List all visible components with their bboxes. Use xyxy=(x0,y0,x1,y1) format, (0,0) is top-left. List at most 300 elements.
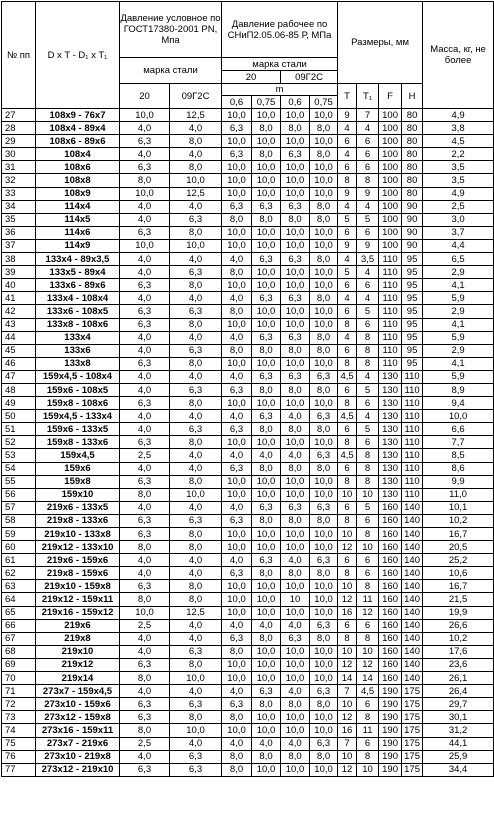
pn-20: 4,0 xyxy=(120,632,170,645)
pn-20: 4,0 xyxy=(120,253,170,266)
size-F: 110 xyxy=(379,357,402,370)
table-row xyxy=(2,148,494,161)
p-20-m06: 6,3 xyxy=(222,462,252,475)
p-20-m06: 4,0 xyxy=(222,449,252,462)
p-20-m075: 6,3 xyxy=(252,292,281,305)
row-number: 44 xyxy=(2,331,36,344)
dimensions: 273x7 - 219x6 xyxy=(36,737,120,750)
size-T1: 6 xyxy=(357,698,379,711)
p-20-m06: 10,0 xyxy=(222,318,252,331)
pn-20: 6,3 xyxy=(120,436,170,449)
row-number: 75 xyxy=(2,737,36,750)
steel-grade-label-p: марка стали xyxy=(222,58,338,71)
dimensions: 219x8 - 133x6 xyxy=(36,514,120,527)
size-F: 130 xyxy=(379,436,402,449)
p-09g2s-m075: 10,0 xyxy=(310,606,338,619)
col-header-dimensions: D x T - D₁ x T₁ xyxy=(36,2,120,109)
p-09g2s-m06: 10,0 xyxy=(281,488,310,501)
size-H: 175 xyxy=(402,737,423,750)
mass: 4,1 xyxy=(423,279,494,292)
dimensions: 219x16 - 159x12 xyxy=(36,606,120,619)
table-row xyxy=(2,462,494,475)
size-T: 8 xyxy=(338,632,357,645)
size-H: 80 xyxy=(402,174,423,187)
col-header-T1: T₁ xyxy=(357,84,379,109)
mass: 4,5 xyxy=(423,135,494,148)
p-20-m075: 8,0 xyxy=(252,383,281,396)
table-row xyxy=(2,253,494,266)
mass: 11,0 xyxy=(423,488,494,501)
size-T: 6 xyxy=(338,554,357,567)
size-F: 130 xyxy=(379,462,402,475)
p-09g2s-m06: 8,0 xyxy=(281,750,310,763)
p-20-m06: 10,0 xyxy=(222,488,252,501)
size-F: 160 xyxy=(379,658,402,671)
table-row xyxy=(2,187,494,200)
pn-20: 4,0 xyxy=(120,344,170,357)
p-20-m06: 6,3 xyxy=(222,122,252,135)
p-09g2s-m075: 6,3 xyxy=(310,737,338,750)
dimensions: 273x12 - 159x8 xyxy=(36,711,120,724)
p-20-m075: 10,0 xyxy=(252,397,281,410)
size-F: 100 xyxy=(379,148,402,161)
mass: 4,9 xyxy=(423,187,494,200)
p-09g2s-m075: 8,0 xyxy=(310,331,338,344)
table-row xyxy=(2,318,494,331)
mass: 20,5 xyxy=(423,541,494,554)
table-row xyxy=(2,135,494,148)
size-H: 110 xyxy=(402,462,423,475)
p-20-m06: 10,0 xyxy=(222,226,252,239)
p-09g2s-m06: 10,0 xyxy=(281,436,310,449)
pn-20: 4,0 xyxy=(120,554,170,567)
dimensions: 219x10 - 133x8 xyxy=(36,528,120,541)
pn-09g2s: 8,0 xyxy=(170,658,222,671)
pn-20: 10,0 xyxy=(120,239,170,252)
p-20-m06: 4,0 xyxy=(222,554,252,567)
pn-09g2s: 10,0 xyxy=(170,174,222,187)
size-T: 8 xyxy=(338,436,357,449)
mass: 25,2 xyxy=(423,554,494,567)
p-09g2s-m075: 8,0 xyxy=(310,213,338,226)
p-09g2s-m06: 6,3 xyxy=(281,148,310,161)
p-20-m075: 10,0 xyxy=(252,541,281,554)
steel-grade-label-pn: марка стали xyxy=(120,58,222,84)
p-steel-20: 20 xyxy=(222,71,281,84)
size-T: 9 xyxy=(338,239,357,252)
size-T1: 5 xyxy=(357,213,379,226)
p-09g2s-m06: 10,0 xyxy=(281,711,310,724)
size-T: 9 xyxy=(338,109,357,122)
p-20-m06: 10,0 xyxy=(222,135,252,148)
size-T1: 6 xyxy=(357,135,379,148)
size-T1: 4 xyxy=(357,266,379,279)
size-T: 4 xyxy=(338,148,357,161)
size-T: 5 xyxy=(338,266,357,279)
size-T1: 4 xyxy=(357,370,379,383)
pn-20: 4,0 xyxy=(120,200,170,213)
size-H: 140 xyxy=(402,567,423,580)
table-row xyxy=(2,554,494,567)
pn-20: 6,3 xyxy=(120,514,170,527)
m-value-3: 0,6 xyxy=(281,96,310,109)
p-09g2s-m06: 10,0 xyxy=(281,475,310,488)
p-20-m06: 8,0 xyxy=(222,750,252,763)
mass: 8,5 xyxy=(423,449,494,462)
row-number: 56 xyxy=(2,488,36,501)
pn-20: 8,0 xyxy=(120,724,170,737)
pn-20: 6,3 xyxy=(120,305,170,318)
p-20-m06: 6,3 xyxy=(222,698,252,711)
size-T: 10 xyxy=(338,528,357,541)
size-H: 140 xyxy=(402,619,423,632)
size-F: 100 xyxy=(379,187,402,200)
pn-09g2s: 6,3 xyxy=(170,423,222,436)
row-number: 54 xyxy=(2,462,36,475)
pn-20: 4,0 xyxy=(120,750,170,763)
pn-09g2s: 8,0 xyxy=(170,318,222,331)
row-number: 72 xyxy=(2,698,36,711)
row-number: 68 xyxy=(2,645,36,658)
size-H: 140 xyxy=(402,645,423,658)
mass: 8,9 xyxy=(423,383,494,396)
size-H: 95 xyxy=(402,253,423,266)
mass: 29,7 xyxy=(423,698,494,711)
p-09g2s-m06: 10,0 xyxy=(281,672,310,685)
table-row xyxy=(2,423,494,436)
pn-09g2s: 4,0 xyxy=(170,685,222,698)
m-value-4: 0,75 xyxy=(310,96,338,109)
row-number: 36 xyxy=(2,226,36,239)
size-T1: 8 xyxy=(357,174,379,187)
pn-20: 6,3 xyxy=(120,475,170,488)
p-20-m06: 6,3 xyxy=(222,200,252,213)
mass: 7,7 xyxy=(423,436,494,449)
size-T1: 8 xyxy=(357,711,379,724)
dimensions: 219x6 - 159x6 xyxy=(36,554,120,567)
pn-20: 6,3 xyxy=(120,528,170,541)
table-body xyxy=(2,109,494,777)
pn-20: 4,0 xyxy=(120,410,170,423)
pn-20: 6,3 xyxy=(120,357,170,370)
row-number: 49 xyxy=(2,397,36,410)
table-row xyxy=(2,528,494,541)
mass: 10,1 xyxy=(423,501,494,514)
dimensions: 133x6 xyxy=(36,344,120,357)
size-T: 8 xyxy=(338,318,357,331)
size-T: 12 xyxy=(338,763,357,776)
p-09g2s-m06: 4,0 xyxy=(281,410,310,423)
pn-20: 6,3 xyxy=(120,397,170,410)
dimensions: 108x6 xyxy=(36,161,120,174)
size-F: 160 xyxy=(379,632,402,645)
size-T: 8 xyxy=(338,514,357,527)
p-20-m075: 8,0 xyxy=(252,122,281,135)
p-09g2s-m06: 10,0 xyxy=(281,528,310,541)
p-20-m075: 6,3 xyxy=(252,554,281,567)
size-T: 16 xyxy=(338,606,357,619)
pn-20: 4,0 xyxy=(120,148,170,161)
table-row xyxy=(2,711,494,724)
table-row xyxy=(2,436,494,449)
p-09g2s-m06: 10 xyxy=(281,593,310,606)
pn-09g2s: 6,3 xyxy=(170,698,222,711)
p-20-m075: 10,0 xyxy=(252,187,281,200)
p-20-m075: 10,0 xyxy=(252,672,281,685)
row-number: 67 xyxy=(2,632,36,645)
size-T: 5 xyxy=(338,213,357,226)
size-T: 6 xyxy=(338,619,357,632)
p-20-m075: 4,0 xyxy=(252,737,281,750)
p-09g2s-m06: 8,0 xyxy=(281,514,310,527)
dimensions: 133x4 - 89x3,5 xyxy=(36,253,120,266)
p-20-m06: 10,0 xyxy=(222,593,252,606)
dimensions: 133x4 xyxy=(36,331,120,344)
row-number: 32 xyxy=(2,174,36,187)
p-20-m075: 4,0 xyxy=(252,449,281,462)
p-09g2s-m06: 6,3 xyxy=(281,331,310,344)
size-T: 4 xyxy=(338,292,357,305)
mass: 2,9 xyxy=(423,344,494,357)
p-09g2s-m075: 10,0 xyxy=(310,541,338,554)
dimensions: 159x6 - 108x5 xyxy=(36,383,120,396)
pn-09g2s: 4,0 xyxy=(170,501,222,514)
mass: 34,4 xyxy=(423,763,494,776)
p-20-m075: 6,3 xyxy=(252,685,281,698)
mass: 31,2 xyxy=(423,724,494,737)
dimensions: 159x4,5 xyxy=(36,449,120,462)
pn-09g2s: 8,0 xyxy=(170,135,222,148)
dimensions: 133x6 - 89x6 xyxy=(36,279,120,292)
size-F: 100 xyxy=(379,213,402,226)
pn-20: 6,3 xyxy=(120,698,170,711)
pn-steel-20: 20 xyxy=(120,84,170,109)
size-T1: 6 xyxy=(357,161,379,174)
pn-09g2s: 6,3 xyxy=(170,763,222,776)
size-H: 80 xyxy=(402,187,423,200)
pn-20: 8,0 xyxy=(120,672,170,685)
p-20-m075: 10,0 xyxy=(252,318,281,331)
size-H: 80 xyxy=(402,122,423,135)
size-F: 190 xyxy=(379,750,402,763)
pn-20: 6,3 xyxy=(120,711,170,724)
p-09g2s-m075: 10,0 xyxy=(310,645,338,658)
pn-09g2s: 6,3 xyxy=(170,344,222,357)
size-F: 160 xyxy=(379,514,402,527)
mass: 30,1 xyxy=(423,711,494,724)
row-number: 28 xyxy=(2,122,36,135)
pn-09g2s: 6,3 xyxy=(170,514,222,527)
p-20-m075: 10,0 xyxy=(252,658,281,671)
row-number: 55 xyxy=(2,475,36,488)
pn-09g2s: 8,0 xyxy=(170,711,222,724)
p-09g2s-m06: 4,0 xyxy=(281,449,310,462)
dimensions: 159x8 xyxy=(36,475,120,488)
size-H: 175 xyxy=(402,711,423,724)
size-F: 160 xyxy=(379,554,402,567)
dimensions: 273x7 - 159x4,5 xyxy=(36,685,120,698)
p-20-m06: 6,3 xyxy=(222,423,252,436)
size-T1: 9 xyxy=(357,187,379,200)
p-09g2s-m075: 10,0 xyxy=(310,724,338,737)
dimensions: 219x6 - 133x5 xyxy=(36,501,120,514)
p-09g2s-m06: 10,0 xyxy=(281,606,310,619)
size-T1: 6 xyxy=(357,436,379,449)
p-09g2s-m06: 8,0 xyxy=(281,698,310,711)
size-T: 10 xyxy=(338,645,357,658)
dimensions: 133x8 xyxy=(36,357,120,370)
table-row xyxy=(2,109,494,122)
p-20-m075: 8,0 xyxy=(252,698,281,711)
size-T: 8 xyxy=(338,475,357,488)
size-T1: 4 xyxy=(357,122,379,135)
row-number: 50 xyxy=(2,410,36,423)
row-number: 65 xyxy=(2,606,36,619)
p-09g2s-m06: 10,0 xyxy=(281,357,310,370)
table-row xyxy=(2,488,494,501)
size-F: 100 xyxy=(379,226,402,239)
p-09g2s-m06: 8,0 xyxy=(281,567,310,580)
pn-20: 10,0 xyxy=(120,187,170,200)
size-F: 130 xyxy=(379,488,402,501)
p-09g2s-m06: 4,0 xyxy=(281,619,310,632)
size-T: 8 xyxy=(338,357,357,370)
size-H: 110 xyxy=(402,488,423,501)
size-F: 100 xyxy=(379,239,402,252)
p-20-m075: 8,0 xyxy=(252,750,281,763)
table-row xyxy=(2,344,494,357)
pipe-transitions-table xyxy=(1,1,494,777)
size-T: 6 xyxy=(338,383,357,396)
pn-20: 6,3 xyxy=(120,226,170,239)
dimensions: 159x10 xyxy=(36,488,120,501)
row-number: 61 xyxy=(2,554,36,567)
size-F: 100 xyxy=(379,161,402,174)
pn-20: 6,3 xyxy=(120,279,170,292)
table-row xyxy=(2,449,494,462)
dimensions: 159x8 - 108x6 xyxy=(36,397,120,410)
size-F: 100 xyxy=(379,174,402,187)
table-row xyxy=(2,763,494,776)
dimensions: 108x4 - 89x4 xyxy=(36,122,120,135)
table-row xyxy=(2,645,494,658)
pn-09g2s: 10,0 xyxy=(170,724,222,737)
p-09g2s-m06: 10,0 xyxy=(281,580,310,593)
dimensions: 133x8 - 108x6 xyxy=(36,318,120,331)
p-20-m06: 10,0 xyxy=(222,174,252,187)
p-09g2s-m06: 8,0 xyxy=(281,213,310,226)
p-09g2s-m075: 8,0 xyxy=(310,750,338,763)
dimensions: 108x4 xyxy=(36,148,120,161)
row-number: 42 xyxy=(2,305,36,318)
pn-20: 4,0 xyxy=(120,122,170,135)
size-T: 4 xyxy=(338,331,357,344)
p-09g2s-m075: 8,0 xyxy=(310,253,338,266)
row-number: 41 xyxy=(2,292,36,305)
p-20-m075: 10,0 xyxy=(252,109,281,122)
col-header-working-pressure: Давление рабочее по СНиП2.05.06-85 Р, МПа xyxy=(222,2,338,58)
pn-20: 8,0 xyxy=(120,593,170,606)
size-T1: 8 xyxy=(357,580,379,593)
p-09g2s-m06: 6,3 xyxy=(281,253,310,266)
size-H: 95 xyxy=(402,266,423,279)
p-20-m075: 10,0 xyxy=(252,724,281,737)
size-T1: 8 xyxy=(357,528,379,541)
pn-09g2s: 6,3 xyxy=(170,266,222,279)
p-20-m06: 8,0 xyxy=(222,266,252,279)
p-09g2s-m06: 10,0 xyxy=(281,239,310,252)
row-number: 37 xyxy=(2,239,36,252)
p-09g2s-m075: 10,0 xyxy=(310,318,338,331)
size-T1: 4 xyxy=(357,200,379,213)
p-09g2s-m075: 10,0 xyxy=(310,174,338,187)
p-09g2s-m06: 8,0 xyxy=(281,383,310,396)
size-F: 110 xyxy=(379,292,402,305)
pn-09g2s: 8,0 xyxy=(170,580,222,593)
p-20-m06: 10,0 xyxy=(222,161,252,174)
p-09g2s-m075: 10,0 xyxy=(310,226,338,239)
p-09g2s-m075: 8,0 xyxy=(310,383,338,396)
dimensions: 273x10 - 219x8 xyxy=(36,750,120,763)
size-H: 90 xyxy=(402,239,423,252)
p-20-m06: 10,0 xyxy=(222,109,252,122)
size-F: 100 xyxy=(379,109,402,122)
p-09g2s-m075: 8,0 xyxy=(310,200,338,213)
size-H: 140 xyxy=(402,606,423,619)
size-H: 175 xyxy=(402,750,423,763)
p-09g2s-m075: 10,0 xyxy=(310,488,338,501)
mass: 5,9 xyxy=(423,331,494,344)
mass: 5,9 xyxy=(423,370,494,383)
table-row xyxy=(2,410,494,423)
size-T1: 5 xyxy=(357,501,379,514)
size-T: 7 xyxy=(338,737,357,750)
row-number: 64 xyxy=(2,593,36,606)
p-09g2s-m06: 10,0 xyxy=(281,305,310,318)
pn-09g2s: 6,3 xyxy=(170,213,222,226)
mass: 44,1 xyxy=(423,737,494,750)
size-T: 4 xyxy=(338,200,357,213)
dimensions: 108x9 xyxy=(36,187,120,200)
pn-09g2s: 4,0 xyxy=(170,567,222,580)
size-T1: 4 xyxy=(357,410,379,423)
p-20-m075: 4,0 xyxy=(252,619,281,632)
p-09g2s-m06: 4,0 xyxy=(281,737,310,750)
size-T1: 10 xyxy=(357,763,379,776)
p-09g2s-m075: 10,0 xyxy=(310,397,338,410)
p-09g2s-m06: 6,3 xyxy=(281,501,310,514)
p-20-m075: 10,0 xyxy=(252,436,281,449)
size-H: 140 xyxy=(402,593,423,606)
dimensions: 159x4,5 - 133x4 xyxy=(36,410,120,423)
p-09g2s-m06: 10,0 xyxy=(281,279,310,292)
p-20-m06: 4,0 xyxy=(222,410,252,423)
p-20-m075: 8,0 xyxy=(252,423,281,436)
dimensions: 219x14 xyxy=(36,672,120,685)
row-number: 70 xyxy=(2,672,36,685)
p-20-m075: 10,0 xyxy=(252,488,281,501)
size-T: 4,5 xyxy=(338,410,357,423)
row-number: 27 xyxy=(2,109,36,122)
pn-20: 4,0 xyxy=(120,266,170,279)
size-F: 190 xyxy=(379,711,402,724)
size-F: 190 xyxy=(379,763,402,776)
dimensions: 159x6 xyxy=(36,462,120,475)
table-row xyxy=(2,397,494,410)
mass: 4,9 xyxy=(423,109,494,122)
p-09g2s-m06: 8,0 xyxy=(281,423,310,436)
p-20-m075: 6,3 xyxy=(252,370,281,383)
